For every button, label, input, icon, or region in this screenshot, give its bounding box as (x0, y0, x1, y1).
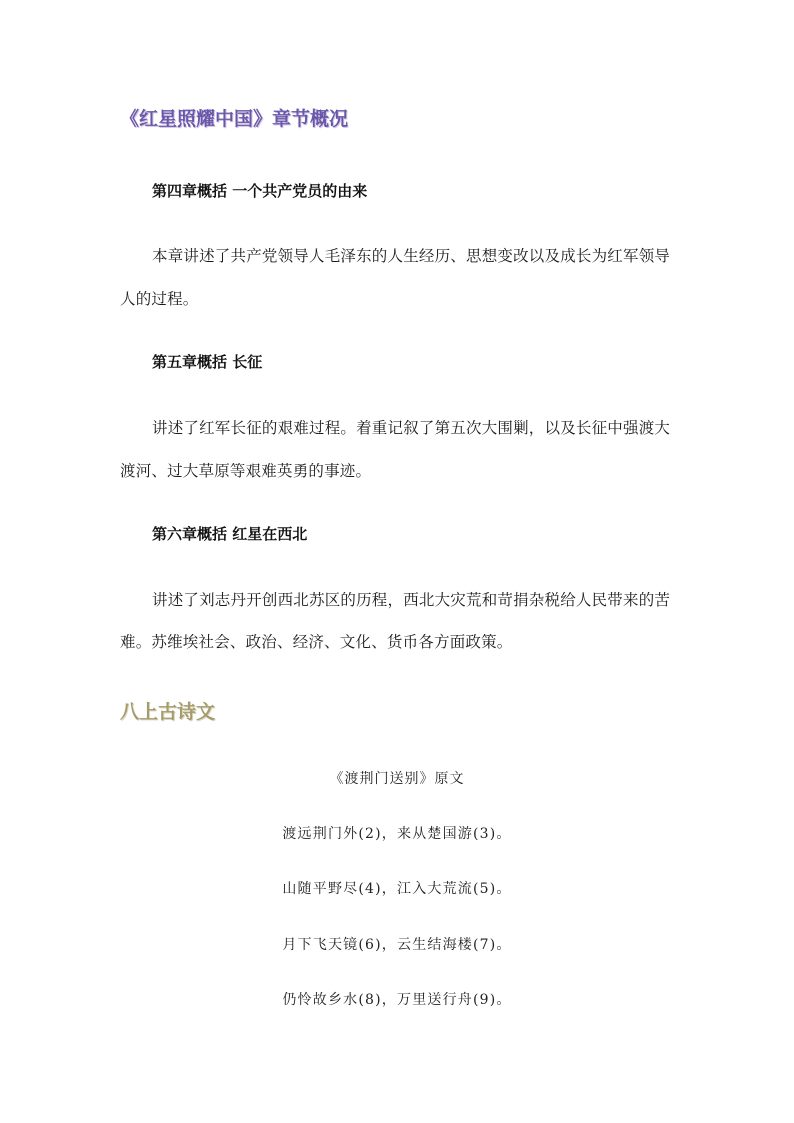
poem-line-1: 渡远荆门外(2)，来从楚国游(3)。 (282, 826, 512, 842)
poem-title: 《渡荆门送别》原文 (329, 771, 465, 787)
chapter-5-title: 第五章概括 长征 (152, 353, 263, 371)
chapter-4-summary-line-1: 本章讲述了共产党领导人毛泽东的人生经历、思想变改以及成长为红军领导 (152, 247, 671, 265)
poem-line-2: 山随平野尽(4)，江入大荒流(5)。 (282, 881, 512, 897)
chapter-6-summary-line-2: 难。苏维埃社会、政治、经济、文化、货币各方面政策。 (120, 633, 513, 651)
poem-line-4: 仍怜故乡水(8)，万里送行舟(9)。 (282, 992, 512, 1008)
chapter-6-summary-line-1: 讲述了刘志丹开创西北苏区的历程，西北大灾荒和苛捐杂税给人民带来的苦 (152, 591, 671, 609)
section-heading-ancient-poetry: 八上古诗文 (120, 701, 216, 723)
chapter-4-title: 第四章概括 一个共产党员的由来 (152, 182, 368, 200)
chapter-5-summary-line-2: 渡河、过大草原等艰难英勇的事迹。 (120, 462, 372, 480)
chapter-5-summary-line-1: 讲述了红军长征的艰难过程。着重记叙了第五次大围剿，以及长征中强渡大 (152, 419, 671, 437)
chapter-4-summary-line-2: 人的过程。 (120, 290, 199, 308)
chapter-6-title: 第六章概括 红星在西北 (152, 525, 308, 543)
section-heading-red-star: 《红星照耀中国》章节概况 (120, 108, 349, 130)
poem-line-3: 月下飞天镜(6)，云生结海楼(7)。 (282, 937, 512, 953)
